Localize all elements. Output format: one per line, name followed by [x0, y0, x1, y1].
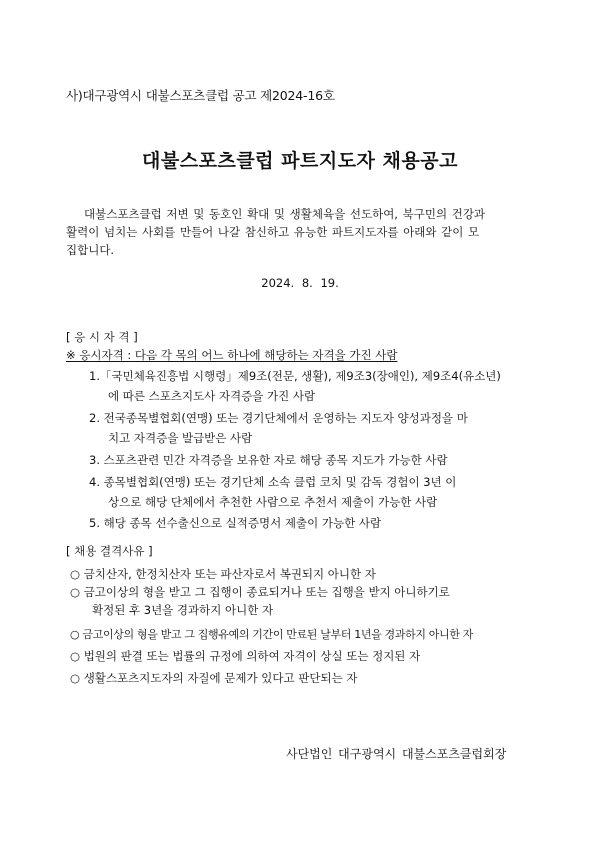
disqualification-item: ○ 금치산자, 한정치산자 또는 파산자로서 복권되지 아니한 자 — [70, 567, 376, 581]
qualification-item: 1.「국민체육진흥법 시행령」제9조(전문, 생활), 제9조3(장애인), 제9조4(유소년) — [89, 369, 501, 383]
qualification-item: 2. 전국종목별협회(연맹) 또는 경기단체에서 운영하는 지도자 양성과정을 마 — [89, 411, 468, 425]
qualifications-heading: [ 응 시 자 격 ] — [66, 330, 138, 344]
notice-date: 2024. 8. 19. — [261, 276, 339, 290]
intro-line: 활력이 넘치는 사회를 만들어 나갈 참신하고 유능한 파트지도자를 아래와 같이 모 — [66, 225, 480, 239]
disqualification-item: ○ 법원의 판결 또는 법률의 규정에 의하여 자격이 상실 또는 정지된 자 — [70, 649, 421, 663]
qualifications-note: ※ 응시자격 : 다음 각 목의 어느 하나에 해당하는 자격을 가진 사람 — [66, 348, 398, 362]
qualification-item: 5. 해당 종목 선수출신으로 실적증명서 제출이 가능한 사람 — [89, 516, 382, 530]
disqualification-item: ○ 금고이상의 형을 받고 그 집행이 종료되거나 또는 집행을 받지 아니하기로 — [70, 585, 450, 599]
disqualification-item: ○ 금고이상의 형을 받고 그 집행유예의 기간이 만료된 날부터 1년을 경과하지 아니한 자 — [70, 628, 474, 641]
page-title: 대불스포츠클럽 파트지도자 채용공고 — [142, 150, 458, 172]
intro-line: 대불스포츠클럽 저변 및 동호인 확대 및 생활체육을 선도하여, 북구민의 건강과 — [84, 207, 486, 221]
intro-line: 집합니다. — [66, 243, 115, 257]
notice-number: 사)대구광역시 대불스포츠클럽 공고 제2024-16호 — [66, 88, 335, 103]
qualification-item: 3. 스포츠관련 민간 자격증을 보유한 자로 해당 종목 지도가 가능한 사람 — [89, 453, 448, 467]
disqualification-item-continued: 확정된 후 3년을 경과하지 아니한 자 — [92, 603, 274, 617]
qualification-item-continued: 치고 자격증을 발급받은 사람 — [108, 431, 253, 445]
qualification-item: 4. 종목별협회(연맹) 또는 경기단체 소속 클럽 코치 및 감독 경험이 3년 이 — [89, 475, 457, 489]
qualification-item-continued: 상으로 해당 단체에서 추천한 사람으로 추천서 제출이 가능한 사람 — [108, 495, 438, 509]
intro-paragraph — [66, 205, 536, 259]
qualification-item-continued: 에 따른 스포츠지도사 자격증을 가진 사람 — [108, 389, 316, 403]
issuer-signature: 사단법인 대구광역시 대불스포츠클럽회장 — [286, 747, 507, 761]
disqualifications-heading: [ 채용 결격사유 ] — [66, 544, 153, 558]
disqualification-item: ○ 생활스포츠지도자의 자질에 문제가 있다고 판단되는 자 — [70, 671, 358, 685]
